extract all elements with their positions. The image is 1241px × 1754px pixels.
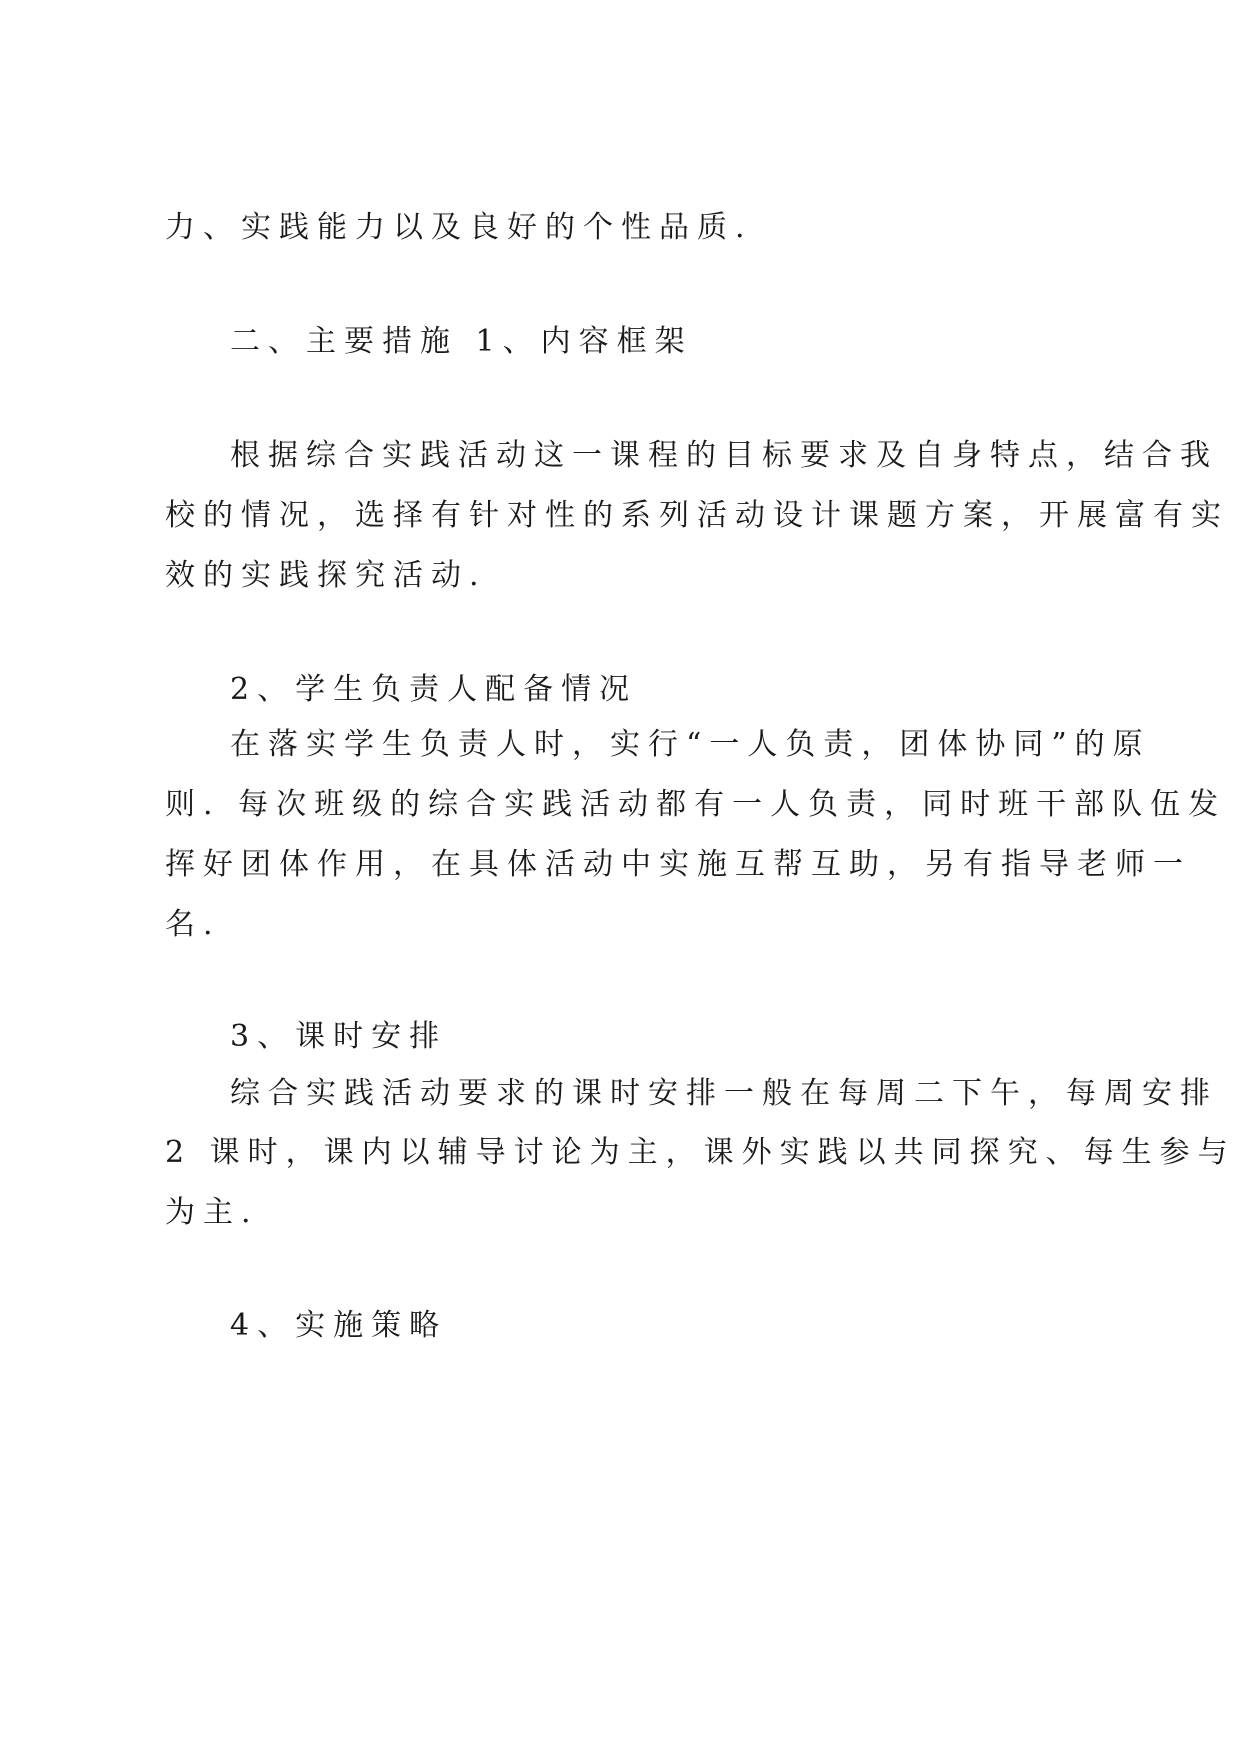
- paragraph-line: 为主.: [165, 1195, 259, 1230]
- paragraph-line: 根据综合实践活动这一课程的目标要求及自身特点，结合我: [230, 438, 1218, 473]
- section-heading: 二、主要措施 1、内容框架: [230, 324, 693, 359]
- paragraph-line: 在落实学生负责人时，实行“一人负责，团体协同”的原: [230, 727, 1151, 762]
- paragraph-line: 综合实践活动要求的课时安排一般在每周二下午，每周安排: [230, 1076, 1218, 1111]
- paragraph-line: 效的实践探究活动.: [165, 558, 487, 593]
- section-heading: 4、实施策略: [230, 1308, 448, 1343]
- paragraph-line: 则. 每次班级的综合实践活动都有一人负责，同时班干部队伍发: [165, 787, 1227, 822]
- paragraph-line: 校的情况，选择有针对性的系列活动设计课题方案，开展富有实: [165, 498, 1229, 533]
- paragraph-line: 名.: [165, 907, 221, 942]
- paragraph-line: 挥好团体作用，在具体活动中实施互帮互助，另有指导老师一: [165, 847, 1191, 882]
- paragraph-line: 2 课时，课内以辅导讨论为主，课外实践以共同探究、每生参与: [165, 1135, 1236, 1170]
- paragraph-line: 力、实践能力以及良好的个性品质.: [165, 210, 753, 245]
- section-heading: 2、学生负责人配备情况: [230, 672, 638, 707]
- section-heading: 3、课时安排: [230, 1019, 448, 1054]
